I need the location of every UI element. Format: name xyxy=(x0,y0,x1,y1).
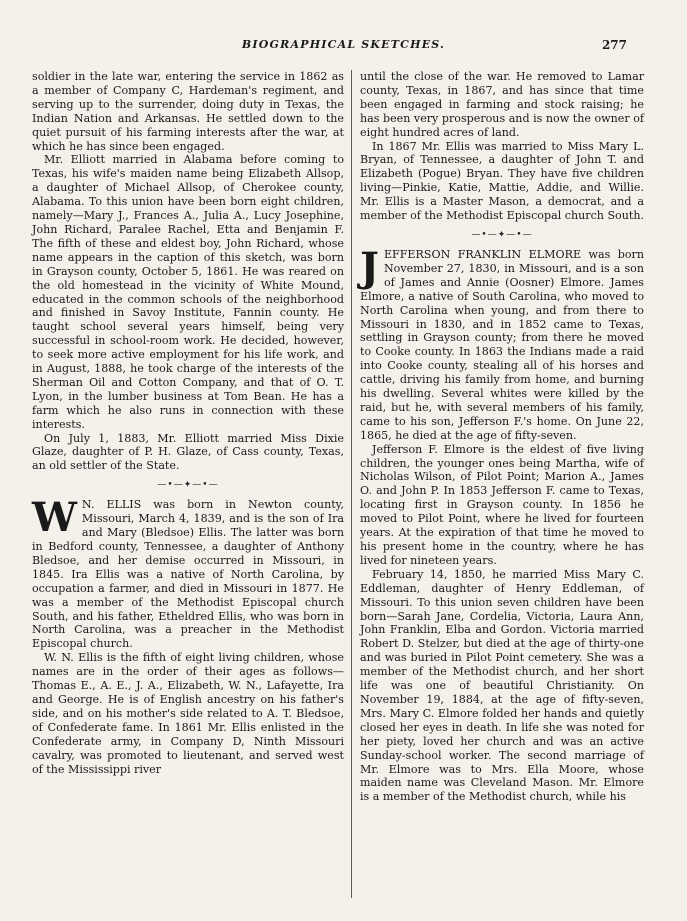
ellis-lead-name: N. ELLIS xyxy=(81,498,142,512)
elmore-children-paragraph: Jefferson F. Elmore is the eldest of five living children, the younger ones being Martha, wife of Nicholas Wilson, of Pilot Point; Marion A., James O. and John P. In 1853 Jefferson F. came to Texas, locating first in Grayson county. In 1856 he moved to Pilot Point, where he lived for fourteen years. At the expiration of that time he moved to his present home in the country, where he has lived for nineteen years. xyxy=(360,442,644,567)
section-ornament: —•—✦—•— xyxy=(471,229,533,240)
ellis-intro-paragraph xyxy=(32,494,344,651)
elliott-continuation-paragraph: soldier in the late war, entering the service in 1862 as a member of Company C, Hardeman's regiment, and serving up to the surrender, doing duty in Texas, the Indian Nation and Arkansas. He settled down to the quiet pursuit of his farming interests after the war, at which he has since been engaged. xyxy=(32,70,344,153)
elmore-intro-paragraph xyxy=(360,243,644,443)
elmore-marriage-paragraph: February 14, 1850, he married Miss Mary C. Eddleman, daughter of Henry Eddleman, of Missouri. To this union seven children have been born—Sarah Jane, Cordelia, Victoria, Laura Ann, John Franklin, Elba and Gordon. Victoria married Robert D. Stelzer, but died at the age of thirty-one and was buried in Pilot Point cemetery. She was a member of the Methodist church, and her short life was one of beautiful Christianity. On November 19, 1884, at the age of fifty-seven, Mrs. Mary C. Elmore folded her hands and quietly closed her eyes in death. In life she was noted for her piety, loved her church and was an active Sunday-school worker. The second marriage of Mr. Elmore was to Mrs. Ella Moore, whose maiden name was Cleveland Mason. Mr. Elmore is a member of the Methodist church, while his xyxy=(360,567,644,804)
section-ornament: —•—✦—•— xyxy=(157,480,219,491)
ellis-continuation-paragraph: until the close of the war. He removed to Lamar county, Texas, in 1867, and has since that time been engaged in farming and stock raising; he has been very prosperous and is now the owner of eight hundred acres of land. xyxy=(360,70,644,139)
ellis-marriage-paragraph: In 1867 Mr. Ellis was married to Miss Mary L. Bryan, of Tennessee, a daughter of John T. and Elizabeth (Pogue) Bryan. They have five children living—Pinkie, Katie, Mattie, Addie, and Willie. Mr. Ellis is a Master Mason, a democrat, and a member of the Methodist Episcopal church South. xyxy=(360,139,645,223)
column-divider xyxy=(351,70,352,898)
elliott-family-paragraph: Mr. Elliott married in Alabama before coming to Texas, his wife's maiden name being Elizabeth Allsop, a daughter of Michael Allsop, of Cherokee county, Alabama. To this union have been born eight children, namely—Mary J., Frances A., Julia A., Lucy Josephine, John Richard, Paralee Rachel, Etta and Benjamin F. The fifth of these and eldest boy, John Richard, whose name appears in the caption of this sketch, was born in Grayson county, October 5, 1861. He was reared on the old homestead in the vicinity of White Mound, educated in the common schools of the neighborhood and finished in Savoy Institute, Fannin county. He taught school several years himself, being very successful in school-room work. He decided, however, to seek more active employment for his life work, and in August, 1888, he took charge of the interests of the Sherman Oil and Cotton Company, and that of O. T. Lyon, in the lumber business at Tom Bean. He has a farm which he also runs in connection with these interests. xyxy=(32,153,344,431)
elmore-dropcap: J xyxy=(360,243,379,291)
right-column xyxy=(360,70,644,804)
elliott-marriage-paragraph: On July 1, 1883, Mr. Elliott married Miss Dixie Glaze, daughter of P. H. Glaze, of Cass county, Texas, an old settler of the State. xyxy=(32,431,344,473)
elmore-intro-text: was born November 27, 1830, in Missouri, and is a son of James and Annie (Oosner) Elmore. James Elmore, a native of South Carolina, who moved to North Carolina when young, and from there to Missouri in 1830, and in 1852 came to Texas, settling in Grayson county; from there he moved to Cooke county. In 1863 the Indians made a raid into Cooke county, stealing all of his horses and cattle, driving his family from home, and burning his dwelling. Several whites were killed by the raid, but he, with several members of his family, came to his son, Jefferson F.'s home. On June 22, 1865, he died at the age of fifty-seven. xyxy=(360,247,644,442)
elmore-lead-name: EFFERSON FRANKLIN ELMORE xyxy=(383,247,582,261)
running-head xyxy=(0,38,687,54)
running-title: BIOGRAPHICAL SKETCHES. xyxy=(241,38,446,51)
left-column xyxy=(32,70,344,776)
page-number: 277 xyxy=(601,38,627,52)
ellis-children-paragraph: W. N. Ellis is the fifth of eight living children, whose names are in the order of their ages as follows—Thomas E., A. E., J. A., Elizabeth, W. N., Lafayette, Ira and George. He is of English ancestry on his father's side, and on his mother's side related to A. T. Bledsoe, of Confederate fame. In 1861 Mr. Ellis enlisted in the Confederate army, in Company D, Ninth Missouri cavalry, was promoted to lieutenant, and served west of the Mississippi river xyxy=(32,651,344,776)
ellis-intro-text: was born in Newton county, Missouri, March 4, 1839, and is the son of Ira and Mary (Bledsoe) Ellis. The latter was born in Bedford county, Tennessee, a daughter of Anthony Bledsoe, and her demise occurred in Missouri, in 1845. Ira Ellis was a native of North Carolina, by occupation a farmer, and died in Missouri in 1877. He was a member of the Methodist Episcopal church South, and his father, Etheldred Ellis, who was born in North Carolina, was a preacher in the Methodist Episcopal church. xyxy=(32,498,344,651)
ellis-dropcap: W xyxy=(32,494,77,542)
